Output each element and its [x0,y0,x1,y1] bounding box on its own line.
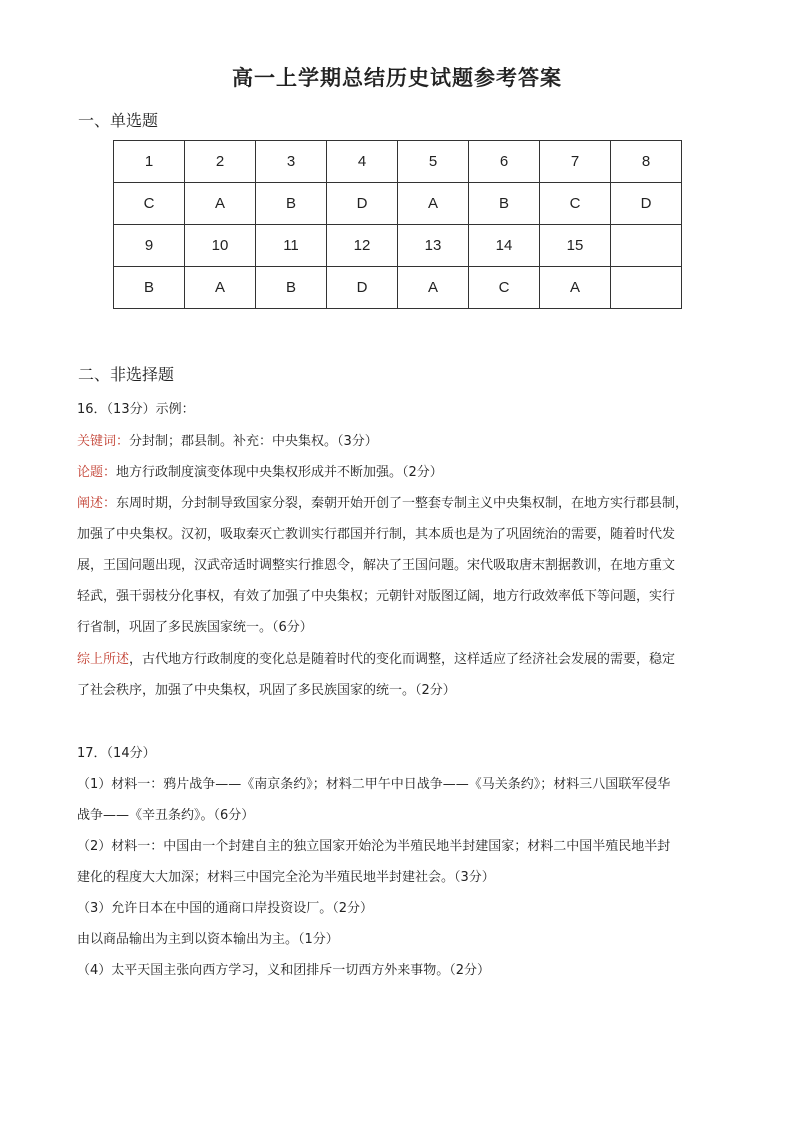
table-cell: B [256,183,327,225]
table-cell: D [611,183,682,225]
table-cell: 11 [256,225,327,267]
q17-head: 17．（14分） [77,746,156,761]
elaboration-label: 阐述： [77,496,117,511]
table-cell [611,267,682,309]
table-cell: 5 [398,141,469,183]
q16-elaboration-5: 行省制，巩固了多民族国家统一。（6分） [77,620,313,635]
q17-part4: （4）太平天国主张向西方学习，义和团排斥一切西方外来事物。（2分） [77,963,491,978]
table-cell: 10 [185,225,256,267]
table-cell: B [469,183,540,225]
q17-part3-1: （3）允许日本在中国的通商口岸投资设厂。（2分） [77,901,374,916]
table-cell: 13 [398,225,469,267]
table-cell: B [114,267,185,309]
table-cell: 2 [185,141,256,183]
summary-label: 综上所述 [77,652,130,667]
table-cell: C [114,183,185,225]
table-cell: 9 [114,225,185,267]
table-cell: D [327,183,398,225]
q16-elaboration-3: 展，王国问题出现，汉武帝适时调整实行推恩令，解决了王国问题。宋代吸取唐末割据教训，在地方重文 [77,558,676,573]
section-single-choice: 一、单选题 [78,111,159,130]
thesis-label: 论题： [77,465,117,480]
q16-keywords: 关键词：分封制；郡县制。补充：中央集权。（3分） [77,434,378,449]
q16-elaboration-1: 阐述：东周时期，分封制导致国家分裂，秦朝开始开创了一整套专制主义中央集权制，在地方实行郡县制， [77,496,689,511]
table-cell: C [540,183,611,225]
section-non-choice: 二、非选择题 [78,365,175,384]
table-cell: B [256,267,327,309]
table-cell: A [398,183,469,225]
table-cell: 6 [469,141,540,183]
q16-thesis: 论题：地方行政制度演变体现中央集权形成并不断加强。（2分） [77,465,443,480]
q16-elaboration-2: 加强了中央集权。汉初，吸取秦灭亡教训实行郡国并行制，其本质也是为了巩固统治的需要，随着时代发 [77,527,676,542]
table-cell: A [185,267,256,309]
table-cell: 4 [327,141,398,183]
table-cell: 7 [540,141,611,183]
q17-part3-2: 由以商品输出为主到以资本输出为主。（1分） [77,932,339,947]
table-cell: 1 [114,141,185,183]
table-cell: A [398,267,469,309]
table-cell: D [327,267,398,309]
table-cell: A [185,183,256,225]
table-row [114,267,682,309]
q16-elaboration-4: 轻武，强干弱枝分化事权，有效了加强了中央集权；元朝针对版图辽阔，地方行政效率低下等问题，实行 [77,589,676,604]
answer-table [113,140,682,309]
q16-summary-1: 综上所述，古代地方行政制度的变化总是随着时代的变化而调整，这样适应了经济社会发展的需要，稳定 [77,652,676,667]
table-cell: 14 [469,225,540,267]
q17-part1-1: （1）材料一：鸦片战争——《南京条约》；材料二甲午中日战争——《马关条约》；材料三八国联军侵华 [77,777,671,792]
table-cell [611,225,682,267]
table-cell: A [540,267,611,309]
table-row [114,225,682,267]
table-row [114,141,682,183]
q17-part2-1: （2）材料一：中国由一个封建自主的独立国家开始沦为半殖民地半封建国家；材料二中国半殖民地半封 [77,839,671,854]
q17-part2-2: 建化的程度大大加深；材料三中国完全沦为半殖民地半封建社会。（3分） [77,870,495,885]
table-cell: 15 [540,225,611,267]
table-cell: 12 [327,225,398,267]
table-cell: 3 [256,141,327,183]
q17-part1-2: 战争——《辛丑条约》。（6分） [77,808,255,823]
table-cell: C [469,267,540,309]
page-title: 高一上学期总结历史试题参考答案 [232,65,562,90]
table-row [114,183,682,225]
q16-head: 16．（13分）示例： [77,402,195,417]
table-cell: 8 [611,141,682,183]
keywords-label: 关键词： [77,434,130,449]
q16-summary-2: 了社会秩序，加强了中央集权，巩固了多民族国家的统一。（2分） [77,683,456,698]
